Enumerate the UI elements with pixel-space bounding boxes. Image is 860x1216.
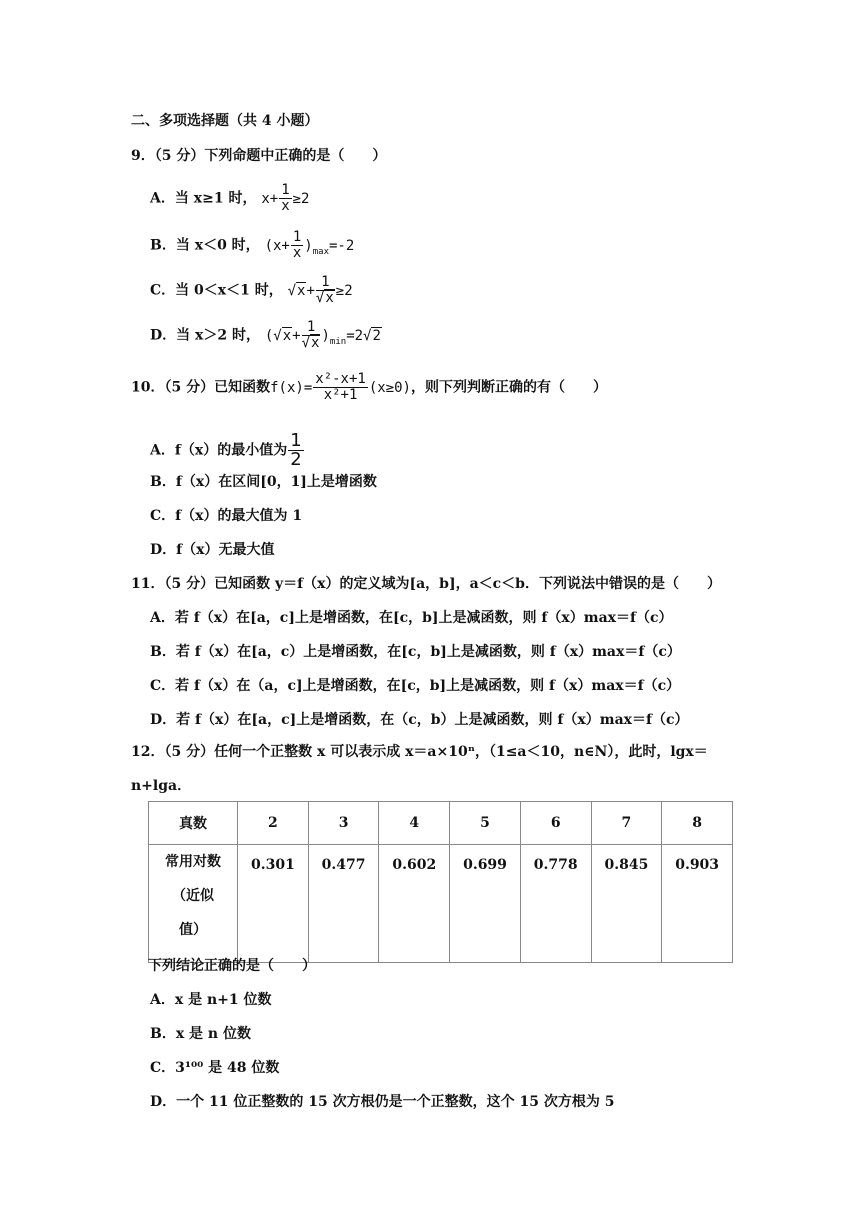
q9-d-cond: x＞2 时， [195, 327, 260, 344]
q11-option-d: D．若 f（x）在[a，c]上是增函数，在（c，b）上是减函数，则 f（x）max＝f（c） [150, 712, 689, 728]
q10-stem-pre: 10．（5 分）已知函数 [131, 379, 271, 396]
table-row [149, 845, 733, 963]
row-label-line: （近似 [172, 888, 215, 904]
q9-c-label: C．当 [150, 282, 195, 299]
q11-stem: 11．（5 分）已知函数 y＝f（x）的定义域为[a，b]，a＜c＜b．下列说法中错误的是（ ） [131, 576, 721, 592]
q9-a-label: A．当 [150, 190, 194, 207]
q12-stem-line2: n+lga． [131, 778, 192, 794]
table-cell: 4 [379, 802, 450, 845]
q12-stem-line1: 12．（5 分）任何一个正整数 x 可以表示成 x＝a×10ⁿ，（1≤a＜10，n∈N），此时，lgx＝ [131, 744, 708, 760]
q9-a-cond: x≥1 时， [193, 190, 257, 207]
q9-d-formula: (√x+ $\frac{1}{√x}$ )$_{min}=2√2$ [264, 319, 381, 351]
q9-d-label: D．当 [150, 327, 196, 344]
q10-stem [131, 372, 607, 403]
q12-option-d: D．一个 11 位正整数的 15 次方根仍是一个正整数，这个 15 次方根为 5 [150, 1094, 615, 1110]
q9-c-cond: 0＜x＜1 时， [194, 282, 283, 299]
q12-prompt: 下列结论正确的是（ ） [148, 958, 316, 974]
table-row-label [149, 845, 238, 963]
q9-stem: 9．（5 分）下列命题中正确的是（ ） [131, 148, 387, 164]
q9-a-formula: x+ $\frac{1}{x}$ ≥2 [261, 182, 310, 214]
q9-b-cond: x＜0 时， [194, 237, 260, 254]
q9-option-d [150, 320, 382, 351]
table-cell: 0.778 [520, 845, 591, 963]
section-title: 二、多项选择题（共 4 小题） [131, 113, 319, 129]
q10-stem-post: ，则下列判断正确的有（ ） [411, 379, 607, 396]
table-header-label: 真数 [149, 802, 238, 845]
table-cell: 6 [520, 802, 591, 845]
table-cell: 0.903 [662, 845, 733, 963]
q9-option-a [150, 183, 309, 214]
q9-option-c [150, 275, 353, 306]
q12-option-b: B．x 是 n 位数 [150, 1026, 251, 1042]
q11-option-b: B．若 f（x）在[a，c）上是增函数，在[c，b]上是减函数，则 f（x）max＝f（c） [150, 644, 681, 660]
table-cell: 2 [238, 802, 309, 845]
table-cell: 0.845 [591, 845, 662, 963]
table-cell: 0.602 [379, 845, 450, 963]
table-cell: 8 [662, 802, 733, 845]
row-label-line: 常用对数 [165, 854, 222, 870]
q9-c-formula: √x+ $\frac{1}{√x}$ ≥2 [287, 274, 353, 306]
table-cell: 0.699 [450, 845, 521, 963]
q10-option-d: D．f（x）无最大值 [150, 542, 275, 558]
q10-a-text: A．f（x）的最小值为 [150, 442, 288, 459]
table-cell: 0.477 [308, 845, 379, 963]
q12-option-a: A．x 是 n+1 位数 [150, 992, 272, 1008]
log-table [148, 801, 733, 963]
q10-function: f(x)= $\frac{\text{x²-x+1}}{\text{x²+1}}$ (x≥0) [270, 371, 411, 403]
row-label-line: 值） [179, 922, 208, 938]
q12-option-c: C．3¹⁰⁰ 是 48 位数 [150, 1060, 280, 1076]
q10-option-c: C．f（x）的最大值为 1 [150, 508, 303, 524]
table-cell: 0.301 [238, 845, 309, 963]
q11-option-a: A．若 f（x）在[a，c]上是增函数，在[c，b]上是减函数，则 f（x）max＝f（c） [150, 610, 673, 626]
table-cell: 3 [308, 802, 379, 845]
q10-option-b: B．f（x）在区间[0，1]上是增函数 [150, 474, 377, 490]
table-cell: 7 [591, 802, 662, 845]
q11-option-c: C．若 f（x）在（a，c]上是增函数，在[c，b]上是减函数，则 f（x）max＝f（c） [150, 678, 681, 694]
q9-b-formula: (x+ $\frac{1}{x}$ )$_{max}=-2$ [264, 229, 355, 261]
q9-b-label: B．当 [150, 237, 195, 254]
table-header-row [149, 802, 733, 845]
q10-a-fraction: $\frac{1}{2}$ [290, 430, 302, 470]
q10-option-a [150, 432, 305, 469]
table-cell: 5 [450, 802, 521, 845]
q9-option-b [150, 230, 354, 261]
